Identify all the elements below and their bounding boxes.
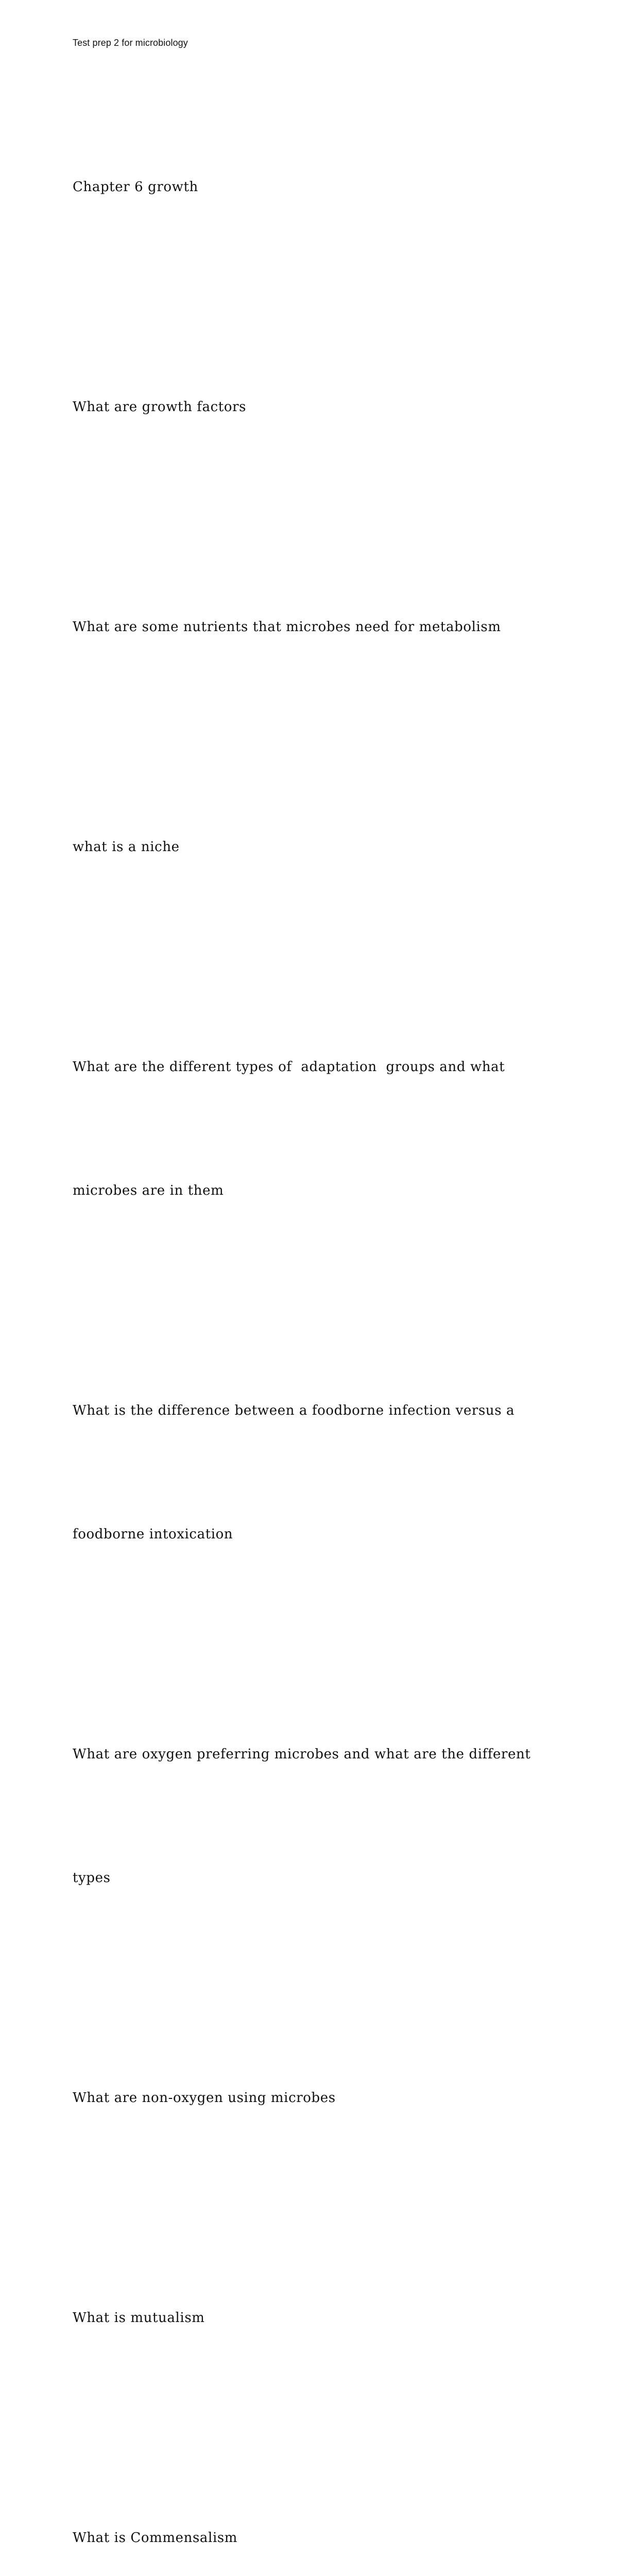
question-item [73,1308,567,1637]
question-item [73,1995,567,2201]
question-item [73,744,567,950]
question-text: What are non-oxygen using microbes [73,2090,336,2106]
question-text: What are oxygen preferring microbes and what are the different [73,1747,531,1762]
chapter-title-text: Chapter 6 growth [73,179,198,195]
question-text: What are the different types of adaptation groups and what [73,1059,505,1075]
chapter-title [73,84,567,290]
question-text-continued: microbes are in them [73,1183,224,1198]
question-text: What are growth factors [73,399,247,415]
question-item [73,2435,567,2576]
question-text: What is the difference between a foodborne infection versus a [73,1403,515,1418]
question-text-continued: foodborne intoxication [73,1527,233,1542]
page-header: Test prep 2 for microbiology [73,38,188,48]
question-text-continued: types [73,1870,111,1886]
question-item [73,304,567,510]
question-text: what is a niche [73,839,180,855]
question-item [73,2215,567,2421]
document-body [73,84,567,2576]
question-item [73,964,567,1294]
question-item [73,1651,567,1981]
question-text: What are some nutrients that microbes need for metabolism [73,619,501,635]
question-item [73,524,567,730]
question-text: What is Commensalism [73,2530,238,2546]
question-text: What is mutualism [73,2310,205,2326]
